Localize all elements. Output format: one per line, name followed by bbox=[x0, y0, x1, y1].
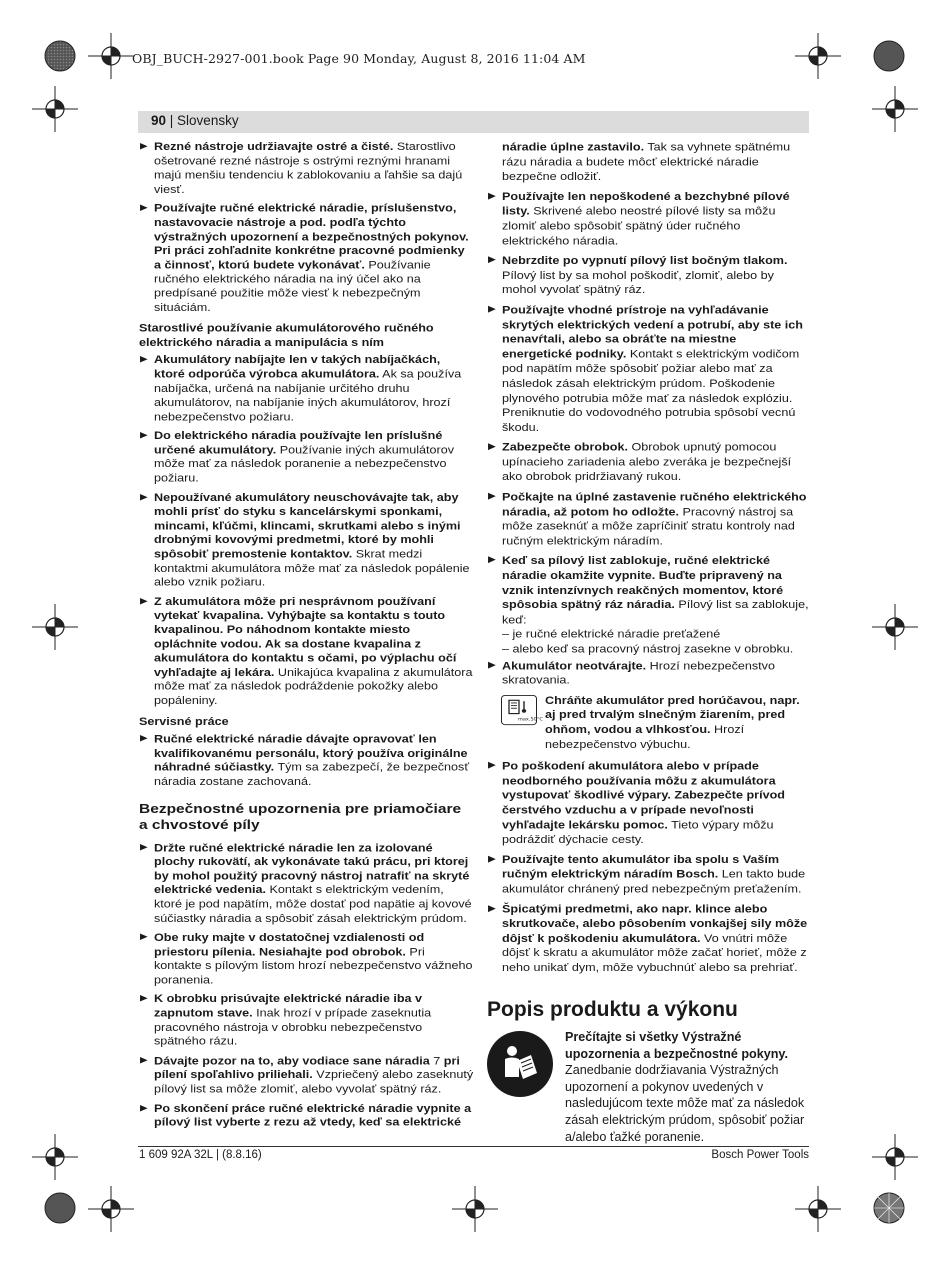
list-item-continued: náradie úplne zastavilo. Tak sa vyhnete spätnému rázu náradia a budete môcť elektrické náradie bezpečne odložiť. bbox=[502, 140, 791, 183]
color-circle-bottom-right bbox=[873, 1192, 905, 1224]
list-item: ▶ K obrobku prisúvajte elektrické náradie iba v zapnutom stave. Inak hrozí v prípade zaseknutia pracovného nástroja v obrobku nebezpečenstvo spätného rázu. bbox=[140, 993, 432, 1048]
list-item: ▶ Akumulátor neotvárajte. Hrozí nebezpečenstvo skratovania. bbox=[488, 659, 775, 687]
section-heading: Bezpečnostné upozornenia pre priamočiare a chvostové píly bbox=[139, 801, 462, 833]
footer-rule bbox=[138, 1146, 809, 1147]
dash-item: – alebo keď sa pracovný nástroj zasekne v obrobku. bbox=[502, 642, 794, 656]
registration-mark-top-left bbox=[88, 33, 134, 79]
footer-brand: Bosch Power Tools bbox=[711, 1149, 809, 1161]
registration-mark-top-right bbox=[795, 33, 841, 79]
list-item: ▶ Obe ruky majte v dostatočnej vzdialenosti od priestoru pílenia. Nesiahajte pod obrobok. Pri kontakte s pílovým listom hrozí nebezpečenstvo vážneho poranenia. bbox=[140, 931, 473, 986]
heat-warning-icon bbox=[501, 695, 543, 725]
subsection-heading: Servisné práce bbox=[139, 715, 229, 728]
subsection-heading: Starostlivé používanie akumulátorového ručného elektrického náradia a manipulácia s ním bbox=[139, 322, 434, 349]
list-item: ▶ Ručné elektrické náradie dávajte opravovať len kvalifikovanému personálu, ktorý používa originálne náhradné súčiastky. Tým sa zabezpečí, že bezpečnosť náradia zostane zachovaná. bbox=[140, 733, 470, 788]
list-item: ▶ Akumulátory nabíjajte len v takých nabíjačkách, ktoré odporúča výrobca akumulátora. Ak sa používa nabíjačka, určená na nabíjanie určitého druhu akumulátorov, na nabíjanie iných akumulátorov, hrozí nebezpečenstvo požiaru. bbox=[140, 354, 462, 423]
heat-warning-block: max.50°C Chráňte akumulátor pred horúčavou, napr. aj pred trvalým slnečným žiarením, pred ohňom, vodou a vlhkosťou. Hrozí nebezpečenstvo výbuchu. bbox=[501, 693, 809, 752]
list-item: ▶ Dávajte pozor na to, aby vodiace sane náradia 7 pri pílení spoľahlivo priliehali. Vzpriečený alebo zaseknutý pílový list sa môže zlomiť, alebo vyvolať spätný ráz. bbox=[140, 1054, 474, 1095]
page-header: 90 | Slovensky bbox=[151, 113, 239, 128]
list-item: ▶ Používajte vhodné prístroje na vyhľadávanie skrytých elektrických vedení a potrubí, aby ste ich nenavŕtali, alebo sa obráťte na miestne energetické podniky. Kontakt s elektrickým vodičom pod napätím môže spôsobiť požiar alebo mať za následok zásah elektrickým prúdom. Poškodenie plynového potrubia môže mať za následok explóziu. Preniknutie do vodovodného potrubia spôsobí vecnú škodu. bbox=[488, 303, 803, 434]
list-item: ▶ Špicatými predmetmi, ako napr. klince alebo skrutkovače, alebo pôsobením vonkajšej sily môže dôjsť k poškodeniu akumulátora. Vo vnútri môže dôjsť k skratu a akumulátor môže začať horieť, môže z neho unikať dym, môže vybuchnúť alebo sa prehriať. bbox=[488, 902, 808, 974]
list-item: ▶ Používajte len nepoškodené a bezchybné pílové listy. Skrivené alebo neostré pílové listy sa môžu zlomiť alebo spôsobiť spätný úder ručného elektrického náradia. bbox=[488, 190, 790, 247]
print-slug: OBJ_BUCH-2927-001.book Page 90 Monday, August 8, 2016 11:04 AM bbox=[132, 51, 586, 66]
registration-mark-bottom-right bbox=[795, 1186, 841, 1232]
registration-mark-right-lower bbox=[872, 1134, 918, 1180]
read-manual-block: Prečítajte si všetky Výstražné upozornenia a bezpečnostné pokyny. Zanedbanie dodržiavania Výstražných upozornení a pokynov uvedených v nasledujúcom texte môže mať za následok zásah elektrickým prúdom, spôsobiť požiar a/alebo ťažké poranenie. bbox=[487, 1029, 809, 1145]
page-number: 90 bbox=[151, 113, 167, 128]
color-circle-top-left bbox=[44, 40, 76, 72]
color-circle-bottom-left bbox=[44, 1192, 76, 1224]
dash-item: – je ručné elektrické náradie preťažené bbox=[502, 628, 721, 641]
color-circle-top-right bbox=[873, 40, 905, 72]
list-item: ▶ Nebrzdite po vypnutí pílový list bočným tlakom. Pílový list by sa mohol poškodiť, zlomiť, alebo by mohol vyvolať spätný ráz. bbox=[488, 254, 788, 297]
registration-mark-left-upper bbox=[32, 86, 78, 132]
left-column bbox=[139, 140, 474, 1135]
list-item: ▶ Po skončení práce ručné elektrické náradie vypnite a pílový list vyberte z rezu až vtedy, keď sa elektrické bbox=[140, 1102, 472, 1129]
svg-text:max.50°C: max.50°C bbox=[518, 717, 543, 723]
list-item: ▶ Z akumulátora môže pri nesprávnom používaní vytekať kvapalina. Vyhýbajte sa kontaktu s touto kvapalinou. Po náhodnom kontakte miesto opláchnite vodou. Ak sa dostane kvapalina z akumulátora do kontaktu s očami, po výplachu očí vyhľadajte aj lekára. Unikajúca kvapalina z akumulátora môže mať za následok podráždenie pokožky alebo popáleniny. bbox=[140, 595, 473, 707]
right-column bbox=[487, 140, 809, 980]
list-item: ▶ Do elektrického náradia používajte len príslušné určené akumulátory. Používanie iných akumulátorov môže mať za následok poranenie a nebezpečenstvo požiaru. bbox=[140, 429, 455, 485]
read-manual-icon bbox=[487, 1031, 553, 1097]
page-language: Slovensky bbox=[177, 113, 239, 128]
list-item: ▶ Počkajte na úplné zastavenie ručného elektrického náradia, až potom ho odložte. Pracovný nástroj sa môže zaseknúť a môže zapríčiniť stratu kontroly nad ručným elektrickým náradím. bbox=[488, 490, 807, 548]
registration-mark-bottom-center bbox=[452, 1186, 498, 1232]
registration-mark-left-middle bbox=[32, 604, 78, 650]
list-item: ▶ Držte ručné elektrické náradie len za izolované plochy rukovätí, ak vykonávate takú prácu, pri ktorej by mohol použitý pracovný nástroj natrafiť na skryté elektrické vedenia. Kontakt s elektrickým vedením, ktoré je pod napätím, môže dostať pod napätie aj kovové súčiastky náradia a spôsobiť zásah elektrickým prúdom. bbox=[140, 841, 472, 925]
list-item: ▶ Zabezpečte obrobok. Obrobok upnutý pomocou upínacieho zariadenia alebo zveráka je bezpečnejší ako obrobok pridržiavaný rukou. bbox=[488, 441, 792, 483]
footer-doc-number: 1 609 92A 32L | (8.8.16) bbox=[139, 1149, 262, 1161]
section-title: Popis produktu a výkonu bbox=[487, 998, 738, 1021]
registration-mark-bottom-left bbox=[88, 1186, 134, 1232]
registration-mark-left-lower bbox=[32, 1134, 78, 1180]
list-item: ▶ Používajte tento akumulátor iba spolu s Vaším ručným elektrickým náradím Bosch. Len takto bude akumulátor chránený pred nebezpečným preťažením. bbox=[488, 853, 806, 895]
list-item: ▶ Nepoužívané akumulátory neuschovávajte tak, aby mohli prísť do styku s kancelárskymi sponkami, mincami, kľúčmi, klincami, skrutkami alebo s inými drobnými kovovými predmetmi, ktoré by mohli spôsobiť premostenie kontaktov. Skrat medzi kontaktmi akumulátora môže mať za následok popálenie alebo vznik požiaru. bbox=[140, 491, 470, 589]
list-item: ▶ Používajte ručné elektrické náradie, príslušenstvo, nastavovacie nástroje a pod. podľa týchto výstražných upozornení a bezpečnostných pokynov. Pri práci zohľadnite konkrétne pracovné podmienky a činnosť, ktorú budete vykonávať. Používanie ručného elektrického náradia na iný účel ako na predpísané použitie môže viesť k nebezpečným situáciám. bbox=[140, 202, 469, 314]
registration-mark-right-upper bbox=[872, 86, 918, 132]
list-item: ▶ Keď sa pílový list zablokuje, ručné elektrické náradie okamžite vypnite. Buďte pripravený na vznik intenzívnych reakčných momentov, ktoré spôsobia spätný ráz náradia. Pílový list sa zablokuje, keď: – je ručné elektrické náradie preťažené – alebo keď sa pracovný nástroj zasekne v obrobku. bbox=[488, 554, 809, 656]
registration-mark-right-middle bbox=[872, 604, 918, 650]
list-item: ▶ Rezné nástroje udržiavajte ostré a čisté. Starostlivo ošetrované rezné nástroje s ostrými reznými hranami majú menšiu tendenciu k zablokovaniu a ľahšie sa dajú viesť. bbox=[140, 140, 463, 196]
list-item: ▶ Po poškodení akumulátora alebo v prípade neodborného používania môžu z akumulátora vystupovať škodlivé výpary. Zabezpečte prívod čerstvého vzduchu a v prípade nevoľnosti vyhľadajte lekársku pomoc. Tieto výpary môžu podráždiť dýchacie cesty. bbox=[488, 759, 785, 846]
